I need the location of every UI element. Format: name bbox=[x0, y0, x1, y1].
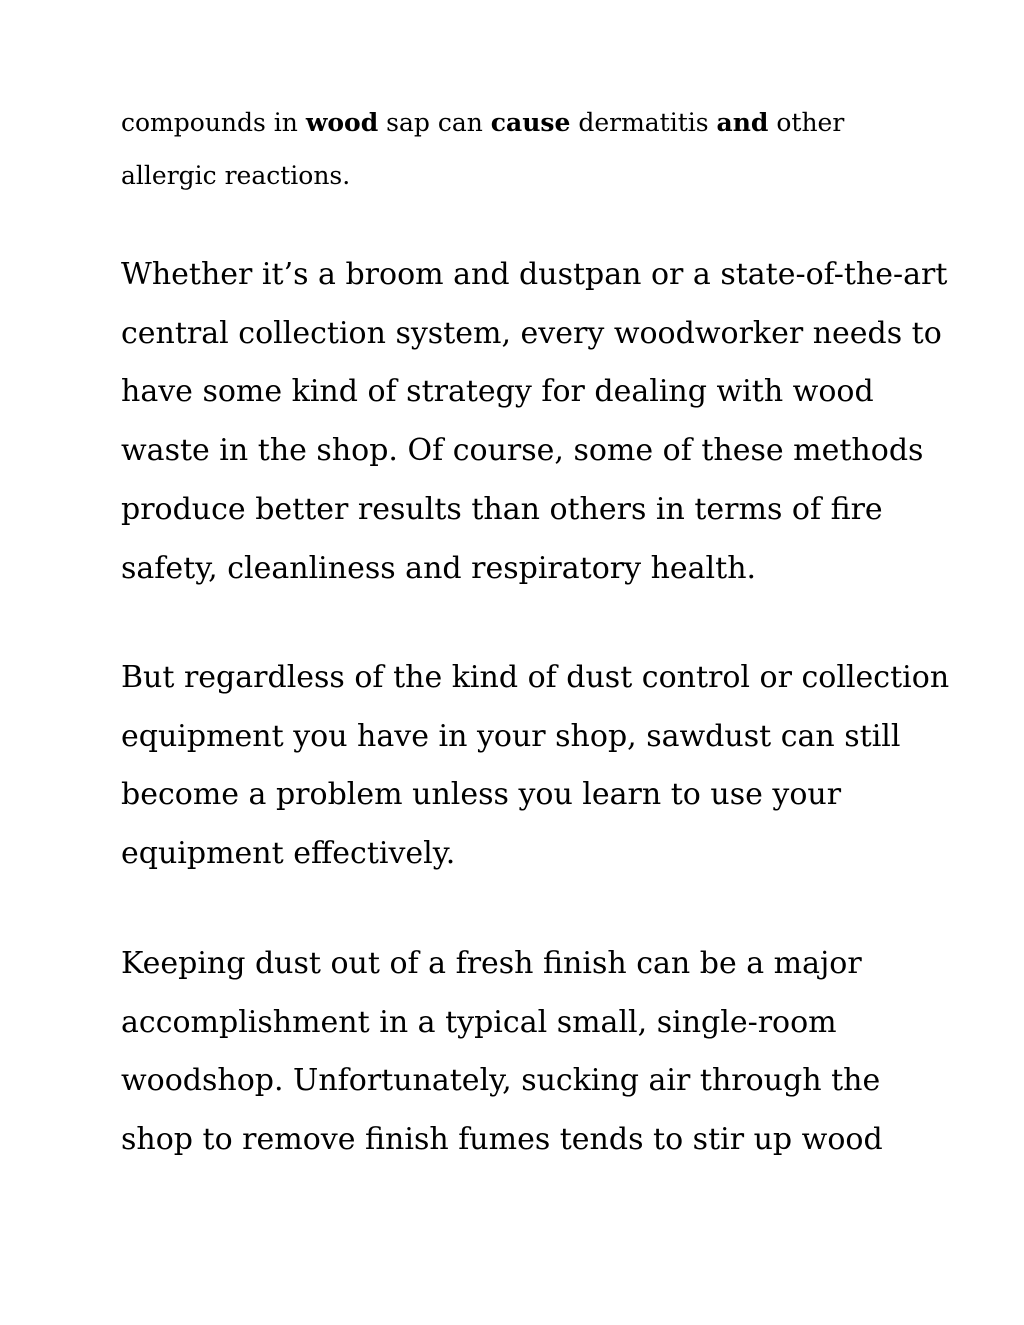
paragraph-equipment-use bbox=[121, 649, 950, 884]
text-line bbox=[121, 96, 901, 149]
bold-term-cause: cause bbox=[490, 108, 571, 137]
text-run: sap can bbox=[378, 108, 491, 137]
text-line: equipment you have in your shop, sawdust can still bbox=[121, 718, 901, 754]
paragraph-allergic-reactions bbox=[121, 96, 901, 202]
text-line: accomplishment in a typical small, single-room bbox=[121, 1004, 837, 1040]
text-line: woodshop. Unfortunately, sucking air through the bbox=[121, 1063, 881, 1099]
text-line: Whether it’s a broom and dustpan or a state-of-the-art bbox=[121, 257, 948, 292]
text-line: have some kind of strategy for dealing with wood bbox=[121, 374, 874, 410]
bold-term-and: and bbox=[716, 108, 769, 137]
text-line: central collection system, every woodworker needs to bbox=[121, 315, 942, 351]
bold-term-wood: wood bbox=[305, 108, 379, 137]
text-line: shop to remove finish fumes tends to stir up wood bbox=[121, 1122, 883, 1158]
text-line: become a problem unless you learn to use your bbox=[121, 777, 842, 813]
text-line: Keeping dust out of a fresh finish can be a major bbox=[121, 946, 862, 981]
text-line: safety, cleanliness and respiratory health. bbox=[121, 550, 757, 586]
paragraph-waste-strategy bbox=[121, 246, 948, 598]
text-line: equipment effectively. bbox=[121, 836, 456, 872]
text-run: dermatitis bbox=[570, 108, 717, 137]
text-run: other bbox=[768, 108, 845, 137]
text-line: allergic reactions. bbox=[121, 161, 351, 190]
text-run: compounds in bbox=[121, 108, 306, 137]
text-line: waste in the shop. Of course, some of these methods bbox=[121, 433, 924, 469]
text-line: produce better results than others in terms of fire bbox=[121, 491, 883, 527]
text-line: But regardless of the kind of dust control or collection bbox=[121, 660, 950, 695]
paragraph-finish-dust bbox=[121, 935, 921, 1170]
